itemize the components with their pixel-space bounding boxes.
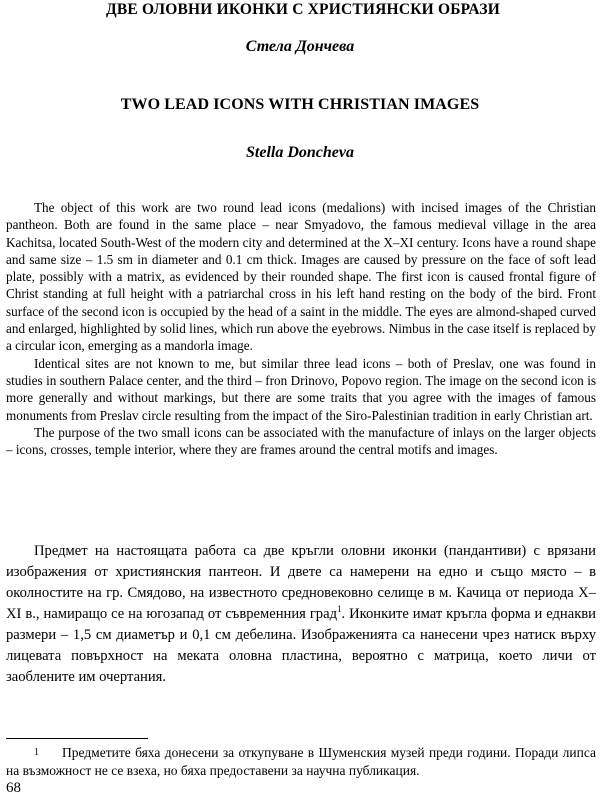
footnote-divider: [6, 738, 148, 739]
bulgarian-main-text: [6, 541, 596, 688]
footnote-reference: 1: [337, 604, 342, 615]
footnote-number: 1: [34, 747, 39, 758]
page-number: 68: [6, 780, 21, 796]
main-paragraph: [6, 541, 596, 688]
english-abstract: [6, 199, 596, 458]
abstract-paragraph: The purpose of the two small icons can be associated with the manufacture of inlays on the larger objects – icons, crosses, temple interior, where they are frames around the central motifs and images.: [6, 424, 596, 458]
abstract-paragraph: The object of this work are two round lead icons (medalions) with incised images of the Christian pantheon. Both are found in the same place – near Smyadovo, the famous medieval village in the area Kachitsa, located South-West of the modern city and determined at the X–XI century. Icons have a round shape and same size – 1.5 sm in diameter and 0.1 cm thick. Images are caused by pressure on the face of soft lead plate, possibly with a matrix, as evidenced by their rounded shape. The first icon is caused frontal figure of Christ standing at full height with a patriarchal cross in his left hand resting on the body of the bird. Front surface of the second icon is occupied by the head of a saint in the middle. The eyes are almond-shaped curved and enlarged, highlighted by solid lines, which run above the eyebrows. Nimbus in the case itself is replaced by a circular icon, emerging as a mandorla image.: [6, 200, 596, 354]
footnote: [6, 744, 596, 780]
english-author: Stella Doncheva: [246, 144, 354, 161]
english-title: TWO LEAD ICONS WITH CHRISTIAN IMAGES: [120, 96, 480, 113]
footnote-text: Предметите бяха донесени за откупуване в Шуменския музей преди години. Поради липса на възможност не се взеха, но бяха предоставени за научна публикация.: [6, 745, 596, 778]
main-text-part-2: . Иконките имат кръгла форма и еднакви размери – 1,5 см диаметър и 0,1 см дебелина. Изображенията са нанесени чрез натиск върху лицевата повърхност на меката оловна пластина, вероятно с матрица, което личи от заоблените им очертания.: [6, 606, 596, 685]
main-text-part-1: Предмет на настоящата работа са две кръгли оловни иконки (пандантиви) с врязани изображения от християнския пантеон. И двете са намерени на едно и също място – в околностите на гр. Смядово, на известното средновековно селище в м. Качица от периода X–XI в., намиращо се на югозапад от съвременния град: [6, 543, 596, 622]
bulgarian-title: ДВЕ ОЛОВНИ ИКОНКИ С ХРИСТИЯНСКИ ОБРАЗИ: [105, 1, 501, 18]
abstract-paragraph: Identical sites are not known to me, but similar three lead icons – both of Preslav, one was found in studies in southern Palace center, and the third – fron Drinovo, Popovo region. The image on the second icon is more generally and without markings, but there are some traits that you agree with the images of famous monuments from Preslav circle resulting from the impact of the Siro-Palestinian tradition in early Christian art.: [6, 355, 596, 423]
bulgarian-author: Стела Дончева: [245, 38, 355, 55]
